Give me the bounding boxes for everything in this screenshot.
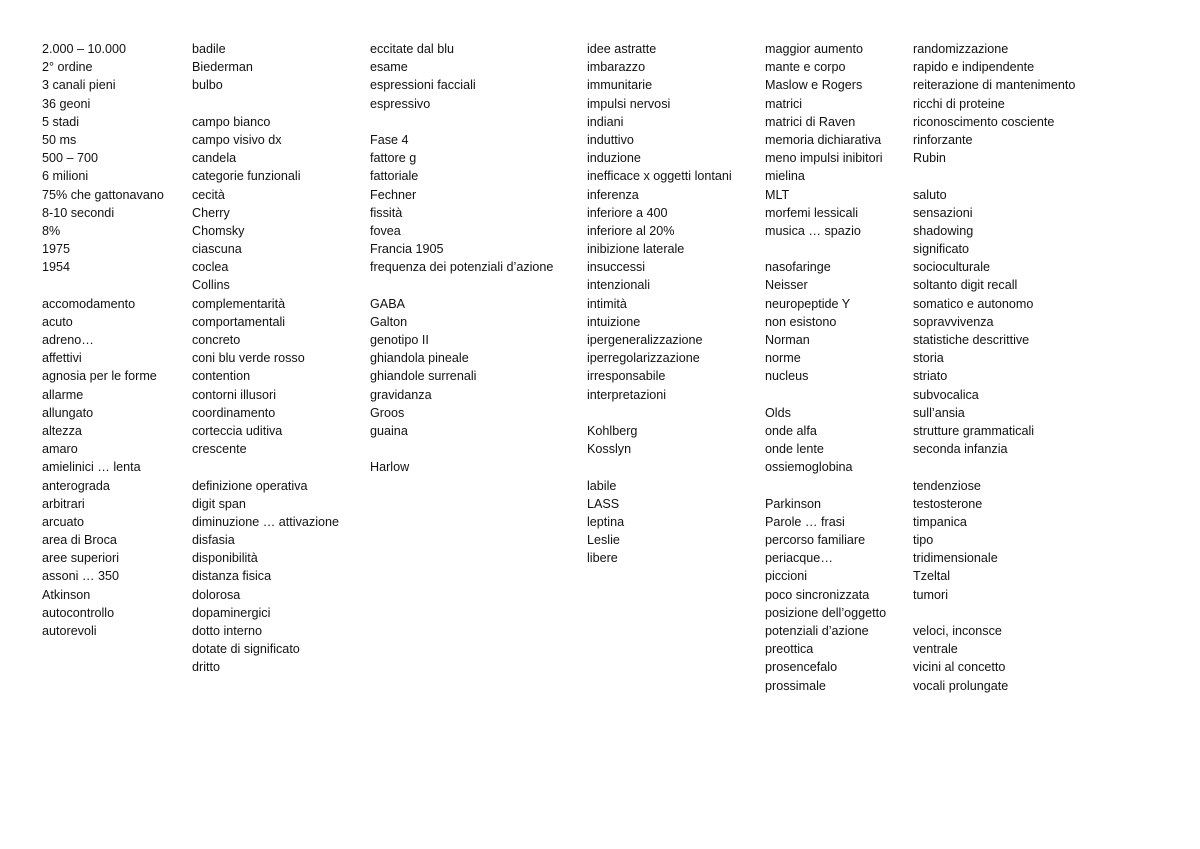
list-item: cecità: [192, 187, 225, 202]
list-item: intenzionali: [587, 278, 651, 293]
list-item: strutture grammaticali: [913, 423, 1035, 438]
list-item: Parkinson: [765, 496, 822, 511]
list-item: vocali prolungate: [913, 678, 1009, 693]
list-item: altezza: [42, 423, 82, 438]
list-item: allarme: [42, 387, 84, 402]
list-item: 8-10 secondi: [42, 205, 115, 220]
list-item: saluto: [913, 187, 947, 202]
list-item: leptina: [587, 514, 625, 529]
list-item: dotto interno: [192, 624, 263, 638]
list-item: allungato: [42, 405, 94, 420]
blank-line: [765, 386, 886, 404]
list-item: assoni … 350: [42, 569, 120, 584]
list-item: riconoscimento cosciente: [913, 114, 1055, 129]
word-column-4: [587, 40, 732, 567]
list-item: Neisser: [765, 278, 808, 293]
list-item: meno impulsi inibitori: [765, 151, 883, 166]
list-item: bulbo: [192, 78, 223, 93]
list-item: poco sincronizzata: [765, 587, 870, 602]
list-item: ghiandola pineale: [370, 351, 469, 366]
list-item: striato: [913, 369, 948, 384]
list-item: Maslow e Rogers: [765, 78, 863, 93]
blank-line: [192, 458, 339, 476]
list-item: indiani: [587, 114, 624, 129]
list-item: Tzeltal: [913, 569, 951, 584]
blank-line: [765, 477, 886, 495]
list-item: campo bianco: [192, 114, 271, 129]
list-item: sensazioni: [913, 205, 973, 220]
list-item: somatico e autonomo: [913, 296, 1034, 311]
word-column-1: [42, 40, 164, 640]
list-item: iperregolarizzazione: [587, 351, 700, 366]
list-item: Atkinson: [42, 587, 91, 602]
list-item: induzione: [587, 151, 641, 166]
list-item: tipo: [913, 533, 934, 548]
list-item: posizione dell’oggetto: [765, 605, 887, 620]
list-item: labile: [587, 478, 617, 493]
list-item: onde alfa: [765, 423, 817, 438]
list-item: maggior aumento: [765, 42, 864, 56]
list-item: acuto: [42, 314, 73, 329]
list-item: LASS: [587, 496, 620, 511]
list-item: rapido e indipendente: [913, 60, 1035, 75]
blank-line: [192, 95, 339, 113]
list-item: significato: [913, 242, 970, 257]
list-item: corteccia uditiva: [192, 423, 283, 438]
list-item: concreto: [192, 333, 241, 347]
blank-line: [913, 604, 1075, 622]
list-item: Parole … frasi: [765, 514, 845, 529]
blank-line: [913, 167, 1075, 185]
list-item: ciascuna: [192, 242, 242, 257]
list-item: tendenziose: [913, 478, 981, 493]
list-item: morfemi lessicali: [765, 205, 859, 220]
list-item: 1975: [42, 242, 71, 257]
list-item: agnosia per le forme: [42, 369, 157, 384]
list-item: inferiore al 20%: [587, 223, 675, 238]
list-item: fattore g: [370, 151, 417, 166]
list-item: Biederman: [192, 60, 253, 75]
list-item: 2.000 – 10.000: [42, 42, 127, 56]
list-item: candela: [192, 151, 237, 166]
list-item: Francia 1905: [370, 242, 444, 257]
list-item: matrici: [765, 96, 803, 111]
list-item: digit span: [192, 496, 246, 511]
blank-line: [587, 458, 732, 476]
list-item: subvocalica: [913, 387, 979, 402]
list-item: testosterone: [913, 496, 983, 511]
list-item: 6 milioni: [42, 169, 89, 184]
list-item: insuccessi: [587, 260, 646, 275]
list-item: non esistono: [765, 314, 837, 329]
list-item: Leslie: [587, 533, 620, 548]
list-item: ricchi di proteine: [913, 96, 1005, 111]
list-item: espressioni facciali: [370, 78, 476, 93]
list-item: diminuzione … attivazione: [192, 514, 340, 529]
list-item: eccitate dal blu: [370, 42, 455, 56]
list-item: neuropeptide Y: [765, 296, 851, 311]
list-item: Harlow: [370, 460, 410, 475]
list-item: dritto: [192, 660, 220, 675]
blank-line: [370, 440, 553, 458]
list-item: anterograda: [42, 478, 110, 493]
list-item: aree superiori: [42, 551, 120, 566]
list-item: shadowing: [913, 223, 974, 238]
blank-line: [42, 276, 164, 294]
list-item: impulsi nervosi: [587, 96, 671, 111]
list-item: disfasia: [192, 533, 235, 548]
list-item: Norman: [765, 333, 810, 347]
list-item: Chomsky: [192, 223, 245, 238]
list-item: autorevoli: [42, 624, 97, 638]
list-item: fattoriale: [370, 169, 419, 184]
list-item: disponibilità: [192, 551, 258, 566]
list-item: preottica: [765, 642, 814, 657]
list-item: comportamentali: [192, 314, 286, 329]
list-item: adreno…: [42, 333, 94, 347]
list-item: inferiore a 400: [587, 205, 668, 220]
list-item: matrici di Raven: [765, 114, 856, 129]
list-item: potenziali d’azione: [765, 624, 869, 638]
list-item: arcuato: [42, 514, 85, 529]
list-item: Kosslyn: [587, 442, 632, 457]
list-item: Groos: [370, 405, 405, 420]
list-item: veloci, inconsce: [913, 624, 1002, 638]
list-item: Fechner: [370, 187, 417, 202]
list-item: 5 stadi: [42, 114, 80, 129]
list-item: ventrale: [913, 642, 958, 657]
list-item: periacque…: [765, 551, 833, 566]
list-item: prossimale: [765, 678, 826, 693]
list-item: socioculturale: [913, 260, 991, 275]
list-item: guaina: [370, 423, 408, 438]
list-item: seconda infanzia: [913, 442, 1008, 457]
blank-line: [370, 113, 553, 131]
word-column-6: [913, 40, 1075, 695]
list-item: fissità: [370, 205, 403, 220]
list-item: contention: [192, 369, 251, 384]
list-item: 36 geoni: [42, 96, 91, 111]
list-item: distanza fisica: [192, 569, 272, 584]
list-item: Kohlberg: [587, 423, 638, 438]
list-item: fovea: [370, 223, 401, 238]
list-item: statistiche descrittive: [913, 333, 1030, 347]
list-item: Olds: [765, 405, 791, 420]
list-item: arbitrari: [42, 496, 85, 511]
list-item: idee astratte: [587, 42, 657, 56]
list-item: vicini al concetto: [913, 660, 1006, 675]
list-item: categorie funzionali: [192, 169, 301, 184]
list-item: autocontrollo: [42, 605, 115, 620]
list-item: 500 – 700: [42, 151, 99, 166]
list-item: coni blu verde rosso: [192, 351, 305, 366]
list-item: 2° ordine: [42, 60, 93, 75]
list-item: genotipo II: [370, 333, 429, 347]
list-item: 8%: [42, 223, 61, 238]
list-item: crescente: [192, 442, 247, 457]
list-item: area di Broca: [42, 533, 117, 548]
list-item: sopravvivenza: [913, 314, 994, 329]
list-item: tridimensionale: [913, 551, 998, 566]
list-item: Collins: [192, 278, 230, 293]
list-item: badile: [192, 42, 226, 56]
list-item: intimità: [587, 296, 627, 311]
list-item: intuizione: [587, 314, 641, 329]
list-item: frequenza dei potenziali d’azione: [370, 260, 554, 275]
list-item: imbarazzo: [587, 60, 646, 75]
list-item: espressivo: [370, 96, 431, 111]
list-item: mante e corpo: [765, 60, 846, 75]
word-column-3: [370, 40, 553, 477]
list-item: campo visivo dx: [192, 132, 282, 147]
blank-line: [913, 458, 1075, 476]
list-item: libere: [587, 551, 618, 566]
list-item: Galton: [370, 314, 408, 329]
blank-line: [587, 404, 732, 422]
list-item: ossiemoglobina: [765, 460, 853, 475]
list-item: complementarità: [192, 296, 286, 311]
list-item: contorni illusori: [192, 387, 276, 402]
list-item: musica … spazio: [765, 223, 861, 238]
list-item: interpretazioni: [587, 387, 667, 402]
list-item: randomizzazione: [913, 42, 1009, 56]
list-item: gravidanza: [370, 387, 432, 402]
list-item: GABA: [370, 296, 405, 311]
list-item: nucleus: [765, 369, 809, 384]
list-item: ghiandole surrenali: [370, 369, 477, 384]
list-item: norme: [765, 351, 801, 366]
list-item: Rubin: [913, 151, 946, 166]
list-item: onde lente: [765, 442, 824, 457]
list-item: definizione operativa: [192, 478, 308, 493]
list-item: reiterazione di mantenimento: [913, 78, 1076, 93]
list-item: memoria dichiarativa: [765, 132, 882, 147]
list-item: 3 canali pieni: [42, 78, 116, 93]
list-item: Fase 4: [370, 132, 409, 147]
list-item: ipergeneralizzazione: [587, 333, 703, 347]
list-item: rinforzante: [913, 132, 973, 147]
list-item: dotate di significato: [192, 642, 300, 657]
word-column-2: [192, 40, 339, 677]
list-item: mielina: [765, 169, 805, 184]
list-item: nasofaringe: [765, 260, 831, 275]
list-item: affettivi: [42, 351, 82, 366]
list-item: irresponsabile: [587, 369, 666, 384]
list-item: inefficace x oggetti lontani: [587, 169, 732, 184]
list-item: induttivo: [587, 132, 634, 147]
list-item: prosencefalo: [765, 660, 838, 675]
list-item: timpanica: [913, 514, 967, 529]
list-item: MLT: [765, 187, 790, 202]
list-item: 1954: [42, 260, 71, 275]
list-item: coordinamento: [192, 405, 276, 420]
list-item: 75% che gattonavano: [42, 187, 164, 202]
word-column-5: [765, 40, 886, 695]
list-item: percorso familiare: [765, 533, 866, 548]
list-item: amielinici … lenta: [42, 460, 141, 475]
list-item: amaro: [42, 442, 78, 457]
list-item: coclea: [192, 260, 229, 275]
list-item: inibizione laterale: [587, 242, 685, 257]
list-item: storia: [913, 351, 944, 366]
list-item: dolorosa: [192, 587, 241, 602]
list-item: inferenza: [587, 187, 639, 202]
blank-line: [765, 240, 886, 258]
list-item: tumori: [913, 587, 948, 602]
list-item: soltanto digit recall: [913, 278, 1018, 293]
list-item: 50 ms: [42, 132, 77, 147]
blank-line: [370, 276, 553, 294]
list-item: Cherry: [192, 205, 230, 220]
list-item: immunitarie: [587, 78, 653, 93]
list-item: esame: [370, 60, 408, 75]
list-item: dopaminergici: [192, 605, 271, 620]
list-item: sull’ansia: [913, 405, 965, 420]
list-item: accomodamento: [42, 296, 136, 311]
list-item: piccioni: [765, 569, 807, 584]
